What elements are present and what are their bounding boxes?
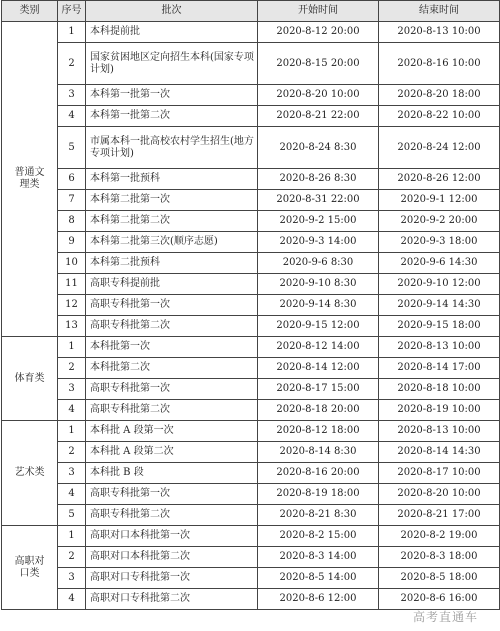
batch-cell: 高职专科批第一次 xyxy=(86,379,258,400)
end-time-cell: 2020-9-3 18:00 xyxy=(379,232,500,253)
start-time-cell: 2020-8-6 12:00 xyxy=(258,589,379,610)
batch-cell: 高职专科批第二次 xyxy=(86,400,258,421)
table-row xyxy=(2,358,500,379)
batch-cell: 高职专科批第一次 xyxy=(86,295,258,316)
batch-cell: 本科批第一次 xyxy=(86,337,258,358)
table-row xyxy=(2,232,500,253)
batch-cell: 高职对口专科批第二次 xyxy=(86,589,258,610)
table-row xyxy=(2,106,500,127)
seq-cell: 1 xyxy=(58,421,86,442)
seq-cell: 1 xyxy=(58,526,86,547)
table-row xyxy=(2,547,500,568)
end-time-cell: 2020-8-13 10:00 xyxy=(379,421,500,442)
seq-cell: 5 xyxy=(58,505,86,526)
start-time-cell: 2020-8-15 20:00 xyxy=(258,43,379,85)
table-row xyxy=(2,442,500,463)
batch-cell: 本科第二批第三次(顺序志愿) xyxy=(86,232,258,253)
seq-cell: 1 xyxy=(58,22,86,43)
seq-cell: 3 xyxy=(58,463,86,484)
end-time-cell: 2020-9-2 20:00 xyxy=(379,211,500,232)
table-row xyxy=(2,379,500,400)
seq-cell: 3 xyxy=(58,568,86,589)
end-time-cell: 2020-8-6 16:00 xyxy=(379,589,500,610)
batch-cell: 本科批 B 段 xyxy=(86,463,258,484)
end-time-cell: 2020-8-16 10:00 xyxy=(379,43,500,85)
batch-cell: 本科第一批预科 xyxy=(86,169,258,190)
seq-cell: 6 xyxy=(58,169,86,190)
end-time-cell: 2020-8-26 12:00 xyxy=(379,169,500,190)
watermark: 高考直通车 xyxy=(412,610,478,624)
seq-cell: 11 xyxy=(58,274,86,295)
batch-cell: 本科第二批第一次 xyxy=(86,190,258,211)
batch-cell: 高职对口本科批第二次 xyxy=(86,547,258,568)
end-time-cell: 2020-8-14 17:00 xyxy=(379,358,500,379)
start-time-cell: 2020-8-26 8:30 xyxy=(258,169,379,190)
table-row xyxy=(2,295,500,316)
batch-cell: 本科第一批第一次 xyxy=(86,85,258,106)
table-row xyxy=(2,85,500,106)
batch-cell: 高职对口本科批第一次 xyxy=(86,526,258,547)
end-time-cell: 2020-8-13 10:00 xyxy=(379,337,500,358)
seq-cell: 2 xyxy=(58,547,86,568)
table-row xyxy=(2,274,500,295)
seq-cell: 8 xyxy=(58,211,86,232)
table-row xyxy=(2,43,500,85)
start-time-cell: 2020-8-12 18:00 xyxy=(258,421,379,442)
table-row xyxy=(2,22,500,43)
seq-cell: 3 xyxy=(58,379,86,400)
start-time-cell: 2020-8-21 8:30 xyxy=(258,505,379,526)
start-time-cell: 2020-9-2 15:00 xyxy=(258,211,379,232)
table-row xyxy=(2,253,500,274)
end-time-cell: 2020-8-24 12:00 xyxy=(379,127,500,169)
batch-cell: 国家贫困地区定向招生本科(国家专项计划) xyxy=(86,43,258,85)
end-time-cell: 2020-9-15 18:00 xyxy=(379,316,500,337)
seq-cell: 4 xyxy=(58,484,86,505)
end-time-cell: 2020-8-5 18:00 xyxy=(379,568,500,589)
batch-cell: 本科批 A 段第一次 xyxy=(86,421,258,442)
end-time-cell: 2020-8-13 10:00 xyxy=(379,22,500,43)
table-row xyxy=(2,568,500,589)
header-category: 类别 xyxy=(2,1,58,22)
batch-cell: 高职对口专科批第一次 xyxy=(86,568,258,589)
table-row xyxy=(2,463,500,484)
start-time-cell: 2020-8-12 14:00 xyxy=(258,337,379,358)
batch-cell: 本科提前批 xyxy=(86,22,258,43)
batch-cell: 本科第二批第二次 xyxy=(86,211,258,232)
table-row xyxy=(2,211,500,232)
batch-cell: 本科第一批第二次 xyxy=(86,106,258,127)
header-row xyxy=(2,1,500,22)
start-time-cell: 2020-8-5 14:00 xyxy=(258,568,379,589)
seq-cell: 1 xyxy=(58,337,86,358)
batch-cell: 高职专科批第一次 xyxy=(86,484,258,505)
seq-cell: 4 xyxy=(58,400,86,421)
seq-cell: 3 xyxy=(58,85,86,106)
table-row xyxy=(2,505,500,526)
batch-cell: 本科批 A 段第二次 xyxy=(86,442,258,463)
table-row xyxy=(2,526,500,547)
seq-cell: 9 xyxy=(58,232,86,253)
end-time-cell: 2020-8-2 19:00 xyxy=(379,526,500,547)
end-time-cell: 2020-8-18 10:00 xyxy=(379,379,500,400)
seq-cell: 10 xyxy=(58,253,86,274)
table-row xyxy=(2,127,500,169)
start-time-cell: 2020-9-6 8:30 xyxy=(258,253,379,274)
category-cell: 艺术类 xyxy=(2,421,58,526)
end-time-cell: 2020-9-6 14:30 xyxy=(379,253,500,274)
end-time-cell: 2020-8-20 18:00 xyxy=(379,85,500,106)
table-row xyxy=(2,169,500,190)
batch-cell: 高职专科提前批 xyxy=(86,274,258,295)
category-cell: 高职对口类 xyxy=(2,526,58,610)
batch-cell: 高职专科批第二次 xyxy=(86,505,258,526)
seq-cell: 2 xyxy=(58,43,86,85)
header-start-time: 开始时间 xyxy=(258,1,379,22)
batch-cell: 市属本科一批高校农村学生招生(地方专项计划) xyxy=(86,127,258,169)
seq-cell: 7 xyxy=(58,190,86,211)
start-time-cell: 2020-8-24 8:30 xyxy=(258,127,379,169)
seq-cell: 4 xyxy=(58,589,86,610)
start-time-cell: 2020-8-18 20:00 xyxy=(258,400,379,421)
start-time-cell: 2020-8-19 18:00 xyxy=(258,484,379,505)
table-row xyxy=(2,400,500,421)
seq-cell: 4 xyxy=(58,106,86,127)
start-time-cell: 2020-8-14 8:30 xyxy=(258,442,379,463)
batch-cell: 高职专科批第二次 xyxy=(86,316,258,337)
start-time-cell: 2020-8-12 20:00 xyxy=(258,22,379,43)
start-time-cell: 2020-9-14 8:30 xyxy=(258,295,379,316)
start-time-cell: 2020-9-3 14:00 xyxy=(258,232,379,253)
table-body xyxy=(2,22,500,610)
table-row xyxy=(2,421,500,442)
seq-cell: 5 xyxy=(58,127,86,169)
start-time-cell: 2020-8-20 10:00 xyxy=(258,85,379,106)
batch-cell: 本科第二批预科 xyxy=(86,253,258,274)
table-row xyxy=(2,190,500,211)
end-time-cell: 2020-8-21 17:00 xyxy=(379,505,500,526)
end-time-cell: 2020-9-10 12:00 xyxy=(379,274,500,295)
batch-cell: 本科批第二次 xyxy=(86,358,258,379)
start-time-cell: 2020-9-10 8:30 xyxy=(258,274,379,295)
table-row xyxy=(2,316,500,337)
end-time-cell: 2020-9-1 12:00 xyxy=(379,190,500,211)
start-time-cell: 2020-8-14 12:00 xyxy=(258,358,379,379)
table-row xyxy=(2,589,500,610)
seq-cell: 13 xyxy=(58,316,86,337)
end-time-cell: 2020-8-20 10:00 xyxy=(379,484,500,505)
seq-cell: 2 xyxy=(58,358,86,379)
start-time-cell: 2020-8-31 22:00 xyxy=(258,190,379,211)
start-time-cell: 2020-8-21 22:00 xyxy=(258,106,379,127)
category-cell: 体育类 xyxy=(2,337,58,421)
start-time-cell: 2020-9-15 12:00 xyxy=(258,316,379,337)
start-time-cell: 2020-8-17 15:00 xyxy=(258,379,379,400)
category-cell: 普通文理类 xyxy=(2,22,58,337)
end-time-cell: 2020-8-17 10:00 xyxy=(379,463,500,484)
start-time-cell: 2020-8-3 14:00 xyxy=(258,547,379,568)
header-seq: 序号 xyxy=(58,1,86,22)
start-time-cell: 2020-8-16 20:00 xyxy=(258,463,379,484)
seq-cell: 2 xyxy=(58,442,86,463)
start-time-cell: 2020-8-2 15:00 xyxy=(258,526,379,547)
seq-cell: 12 xyxy=(58,295,86,316)
admission-schedule-table xyxy=(1,0,500,610)
end-time-cell: 2020-9-14 14:30 xyxy=(379,295,500,316)
header-end-time: 结束时间 xyxy=(379,1,500,22)
table-row xyxy=(2,484,500,505)
header-batch: 批次 xyxy=(86,1,258,22)
end-time-cell: 2020-8-3 18:00 xyxy=(379,547,500,568)
end-time-cell: 2020-8-19 10:00 xyxy=(379,400,500,421)
table-row xyxy=(2,337,500,358)
end-time-cell: 2020-8-22 10:00 xyxy=(379,106,500,127)
end-time-cell: 2020-8-14 14:30 xyxy=(379,442,500,463)
